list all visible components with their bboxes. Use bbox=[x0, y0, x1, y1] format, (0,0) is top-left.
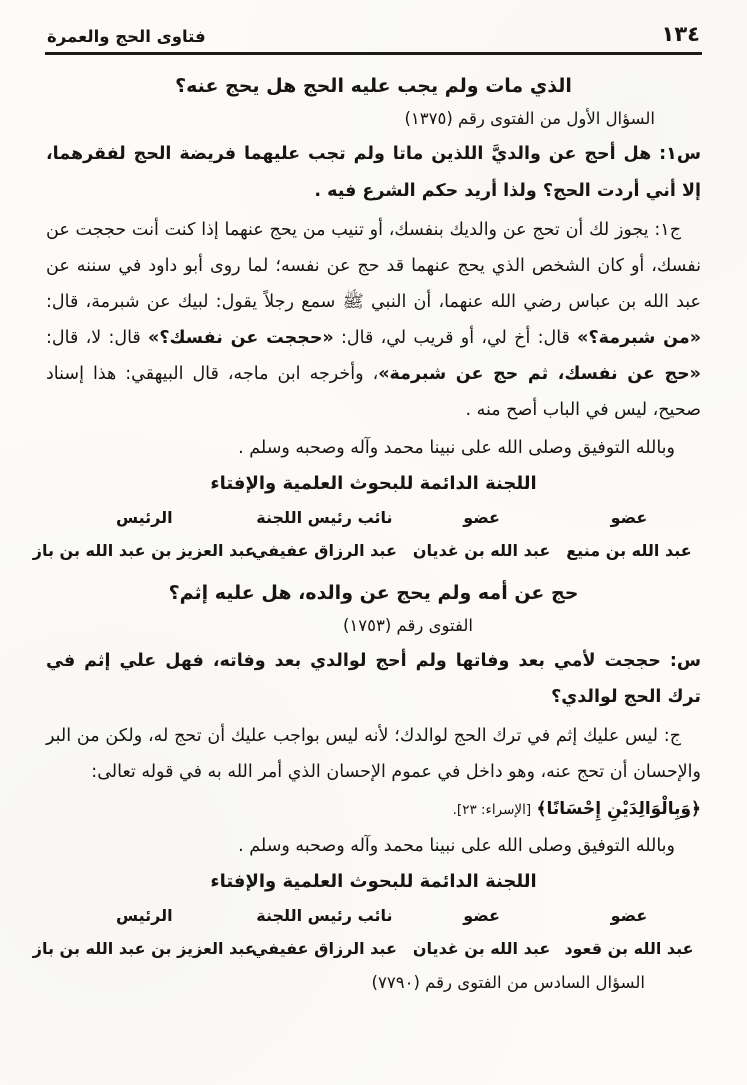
signature-role: الرئيس bbox=[115, 905, 173, 925]
signature-name: عبد الله بن غديان bbox=[412, 541, 551, 561]
signature-chairman bbox=[32, 905, 256, 960]
signature-deputy-chairman bbox=[243, 507, 407, 562]
signature-role: عضو bbox=[610, 905, 648, 925]
signature-name: عبد العزيز بن عبد الله بن باز bbox=[32, 541, 256, 561]
book-title: فتاوى الحج والعمرة bbox=[47, 27, 206, 47]
signature-name: عبد العزيز بن عبد الله بن باز bbox=[32, 939, 256, 959]
signature-name: عبد الله بن منيع bbox=[566, 541, 692, 561]
signature-role: نائب رئيس اللجنة bbox=[256, 507, 393, 527]
signature-member-2 bbox=[406, 507, 557, 562]
fatwa1-committee-title: اللجنة الدائمة للبحوث العلمية والإفتاء bbox=[210, 472, 537, 494]
fatwa2-ref: الفتوى رقم (١٧٥٣) bbox=[342, 615, 473, 635]
page-number: ١٣٤ bbox=[661, 22, 700, 46]
fatwa2-closing: وبالله التوفيق وصلى الله على نبينا محمد وآله وصحبه وسلم . bbox=[238, 835, 675, 856]
fatwa2-question: س: حججت لأمي بعد وفاتها ولم أحج لوالدي بعد وفاته، فهل علي إثم في ترك الحج لوالدي؟ bbox=[46, 651, 701, 708]
signature-member-2 bbox=[406, 905, 557, 960]
fatwa2-title: حج عن أمه ولم يحج عن والده، هل عليه إثم؟ bbox=[168, 582, 579, 605]
next-fatwa-ref: السؤال السادس من الفتوى رقم (٧٧٩٠) bbox=[371, 972, 645, 992]
fatwa1-title: الذي مات ولم يجب عليه الحج هل يحج عنه؟ bbox=[175, 75, 572, 98]
fatwa1-signature-block bbox=[32, 507, 701, 562]
fatwa1-closing: وبالله التوفيق وصلى الله على نبينا محمد وآله وصحبه وسلم . bbox=[238, 437, 675, 458]
signature-chairman bbox=[32, 507, 256, 562]
signature-role: عضو bbox=[610, 507, 648, 527]
signature-name: عبد الرزاق عفيفي bbox=[251, 541, 397, 561]
quran-verse-citation: [الإسراء: ٢٣]. bbox=[452, 801, 532, 818]
signature-member-1 bbox=[557, 507, 701, 562]
fatwa1-ref: السؤال الأول من الفتوى رقم (١٣٧٥) bbox=[404, 108, 655, 128]
signature-deputy-chairman bbox=[243, 905, 407, 960]
quran-verse: ﴿وَبِالْوَالِدَيْنِ إِحْسَانًا﴾ bbox=[536, 798, 701, 819]
signature-member-1 bbox=[557, 905, 701, 960]
quran-verse-line bbox=[46, 793, 701, 826]
signature-role: نائب رئيس اللجنة bbox=[256, 905, 393, 925]
page-content bbox=[0, 73, 747, 997]
page-header bbox=[45, 0, 702, 55]
signature-role: عضو bbox=[463, 905, 500, 925]
signature-name: عبد الرزاق عفيفي bbox=[251, 939, 397, 959]
signature-name: عبد الله بن قعود bbox=[564, 939, 694, 959]
signature-name: عبد الله بن غديان bbox=[412, 939, 551, 959]
fatwa2-answer: ج: ليس عليك إثم في ترك الحج لوالدك؛ لأنه ليس بواجب عليك أن تحج له، ولكن من البر والإحسان أن تحج عنه، وهو داخل في عموم الإحسان الذي أمر الله به في قوله تعالى: bbox=[46, 726, 701, 783]
signature-role: الرئيس bbox=[115, 507, 173, 527]
fatwa2-committee-title: اللجنة الدائمة للبحوث العلمية والإفتاء bbox=[210, 870, 537, 892]
signature-role: عضو bbox=[463, 507, 500, 527]
fatwa1-answer: ج١: يجوز لك أن تحج عن والديك بنفسك، أو تنيب من يحج عنهما إذا كنت أنت حججت عن نفسك، أو كان الشخص الذي يحج عنهما قد حج عن نفسه؛ لما روى أبو داود في سننه عن عبد الله بن عباس رضي الله عنهما، أن النبي ﷺ سمع رجلاً يقول: لبيك عن شبرمة، قال: «من شبرمة؟» قال: أخ لي، أو قريب لي، قال: «حججت عن نفسك؟» قال: لا، قال: «حج عن نفسك، ثم حج عن شبرمة»، وأخرجه ابن ماجه، قال البيهقي: هذا إسناد صحيح، ليس في الباب أصح منه . bbox=[46, 219, 701, 420]
fatwa2-signature-block bbox=[32, 905, 701, 960]
fatwa1-question: س١: هل أحج عن والديَّ اللذين ماتا ولم تجب عليهما فريضة الحج لفقرهما، إلا أني أردت الحج؟ ولذا أريد حكم الشرع فيه . bbox=[46, 144, 701, 201]
